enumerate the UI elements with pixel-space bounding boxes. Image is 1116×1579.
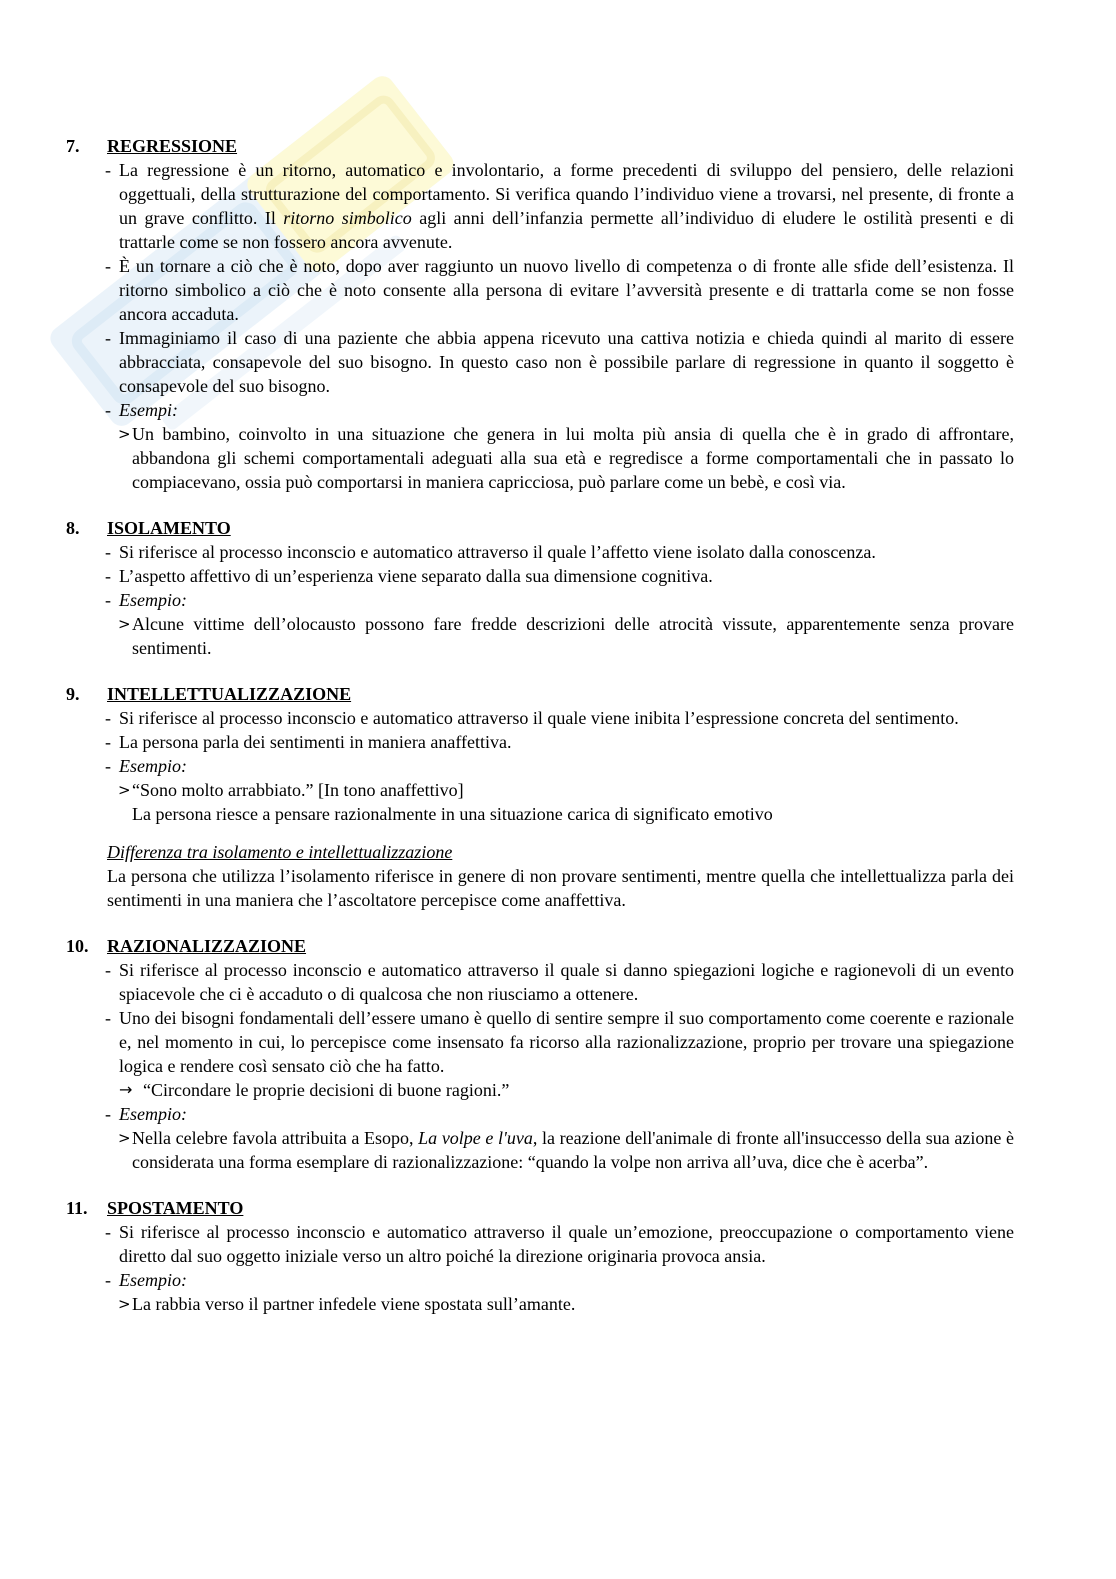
dash-marker: - [105,590,111,610]
section-heading [66,934,1014,958]
example-item [118,1292,1014,1316]
text-run: , la reazione dell'animale di fronte all'insuccesso della sua azione è considerata una forma esemplare di razionalizzazione: “quando la volpe non arriva all’uva, dice che è acerba”. [132,1128,1014,1172]
section-title: INTELLETTUALIZZAZIONE [107,684,352,704]
chevron-right-icon: > [118,1129,131,1147]
italic-title: La volpe e l'uva [418,1128,533,1148]
section-number: 11. [66,1198,88,1218]
spacer [66,826,1014,840]
section-title: ISOLAMENTO [107,518,231,538]
bullet-item [105,1006,1014,1078]
bullet-item [105,730,1014,754]
dash-marker: - [105,1104,111,1124]
section-title: SPOSTAMENTO [107,1198,244,1218]
bullet-text: Uno dei bisogni fondamentali dell’essere umano è quello di sentire sempre il suo comportamento come coerente e razionale e, nel momento in cui, lo percepisce come insensato fa ricorso alla razionalizzazione, proprio per trovare una spiegazione logica e rendere così sensato ciò che ha fatto. [119,1008,1014,1076]
dash-marker: - [105,256,111,276]
example-item [118,1126,1014,1174]
dash-marker: - [105,1270,111,1290]
bullet-text: Si riferisce al processo inconscio e automatico attraverso il quale un’emozione, preoccupazione o comportamento viene diretto dal suo oggetto iniziale verso un altro poiché la direzione originaria provoca ansia. [119,1222,1014,1266]
dash-marker: - [105,1222,111,1242]
dash-marker: - [105,708,111,728]
dash-marker: - [105,566,111,586]
example-text: La rabbia verso il partner infedele viene spostata sull’amante. [132,1294,576,1314]
example-label: Esempio: [119,1104,187,1124]
example-label: Esempio: [119,590,187,610]
dash-marker: - [105,160,111,180]
example-label: Esempio: [119,756,187,776]
arrow-note-text: “Circondare le proprie decisioni di buone ragioni.” [143,1080,510,1100]
section-number: 9. [66,684,80,704]
section-intellettualizzazione [66,682,1014,912]
bullet-text: È un tornare a ciò che è noto, dopo aver raggiunto un nuovo livello di competenza o di fronte alle sfide dell’esistenza. Il ritorno simbolico a ciò che è noto consente alla persona di evitare l’avversità presente e di trattarla come se non fosse ancora accaduta. [119,256,1014,324]
arrow-right-icon: → [119,1080,133,1099]
example-label: Esempi: [119,400,178,420]
bullet-text [119,158,1014,254]
chevron-right-icon: > [118,425,131,443]
dash-marker: - [105,400,111,420]
bullet-text: Si riferisce al processo inconscio e automatico attraverso il quale viene inibita l’espressione concreta del sentimento. [119,708,959,728]
section-isolamento [66,516,1014,660]
example-label-item [105,1102,1014,1126]
bullet-item [105,564,1014,588]
example-label-item [105,398,1014,422]
section-heading [66,682,1014,706]
bullet-item [105,958,1014,1006]
dash-marker: - [105,732,111,752]
section-regressione [66,134,1014,494]
example-text: Alcune vittime dell’olocausto possono fare fredde descrizioni delle atrocità vissute, apparentemente senza provare sentimenti. [132,614,1014,658]
text-run: La regressione è un ritorno, automatico e involontario, a forme precedenti di sviluppo del pensiero, delle relazioni oggettuali, della strutturazione del comportamento. Si verifica quando l’individuo viene a trovarsi, nel presente, di fronte a un grave conflitto. Il [119,160,1014,228]
bullet-item [105,706,1014,730]
example-label: Esempio: [119,1270,187,1290]
dash-marker: - [105,1008,111,1028]
section-heading [66,134,1014,158]
document-page [66,134,1014,1338]
chevron-right-icon: > [118,781,131,799]
example-continuation: La persona riesce a pensare razionalmente in una situazione carica di significato emotivo [132,804,773,824]
difference-heading [107,840,1014,864]
dash-marker: - [105,756,111,776]
example-text: “Sono molto arrabbiato.” [In tono anaffettivo] [132,780,464,800]
chevron-right-icon: > [118,615,131,633]
example-label-item [105,588,1014,612]
arrow-note [119,1078,1014,1102]
example-item [118,422,1014,494]
bullet-item [105,1220,1014,1268]
bullet-item [105,158,1014,254]
italic-term: ritorno simbolico [283,208,412,228]
bullet-text: Si riferisce al processo inconscio e automatico attraverso il quale si danno spiegazioni logiche e ragionevoli di un evento spiacevole che ci è accaduto o di qualcosa che non riusciamo a ottenere. [119,960,1014,1004]
bullet-text: L’aspetto affettivo di un’esperienza viene separato dalla sua dimensione cognitiva. [119,566,713,586]
example-item [118,778,1014,802]
dash-marker: - [105,960,111,980]
section-heading [66,1196,1014,1220]
section-number: 10. [66,936,89,956]
bullet-text: Immaginiamo il caso di una paziente che abbia appena ricevuto una cattiva notizia e chieda quindi al marito di essere abbracciata, consapevole del suo bisogno. In questo caso non è possibile parlare di regressione in quanto il soggetto è consapevole del suo bisogno. [119,328,1014,396]
section-spostamento [66,1196,1014,1316]
text-run: agli anni dell’infanzia permette all’individuo di eludere le ostilità presenti e di trattarle come se non fossero ancora avvenute. [119,208,1014,252]
example-label-item [105,754,1014,778]
chevron-right-icon: > [118,1295,131,1313]
section-razionalizzazione [66,934,1014,1174]
bullet-text: Si riferisce al processo inconscio e automatico attraverso il quale l’affetto viene isolato dalla conoscenza. [119,542,876,562]
example-text: Un bambino, coinvolto in una situazione che genera in lui molta più ansia di quella che è in grado di affrontare, abbandona gli schemi comportamentali adeguati alla sua età e regredisce a forme comportamentali che in passato lo compiacevano, ossia può comportarsi in maniera capricciosa, può parlare come un bebè, e così via. [132,424,1014,492]
text-run: Nella celebre favola attribuita a Esopo, [132,1128,419,1148]
example-label-item [105,1268,1014,1292]
dash-marker: - [105,328,111,348]
bullet-text: La persona parla dei sentimenti in maniera anaffettiva. [119,732,512,752]
bullet-item [105,254,1014,326]
difference-title: Differenza tra isolamento e intellettualizzazione [107,842,453,862]
example-text [132,1126,1014,1174]
section-number: 8. [66,518,80,538]
section-heading [66,516,1014,540]
difference-text: La persona che utilizza l’isolamento riferisce in genere di non provare sentimenti, mentre quella che intellettualizza parla dei sentimenti in una maniera che l’ascoltatore percepisce come anaffettiva. [107,866,1014,910]
bullet-item [105,540,1014,564]
dash-marker: - [105,542,111,562]
example-item [118,612,1014,660]
section-title: RAZIONALIZZAZIONE [107,936,307,956]
section-number: 7. [66,136,80,156]
section-title: REGRESSIONE [107,136,238,156]
bullet-item [105,326,1014,398]
